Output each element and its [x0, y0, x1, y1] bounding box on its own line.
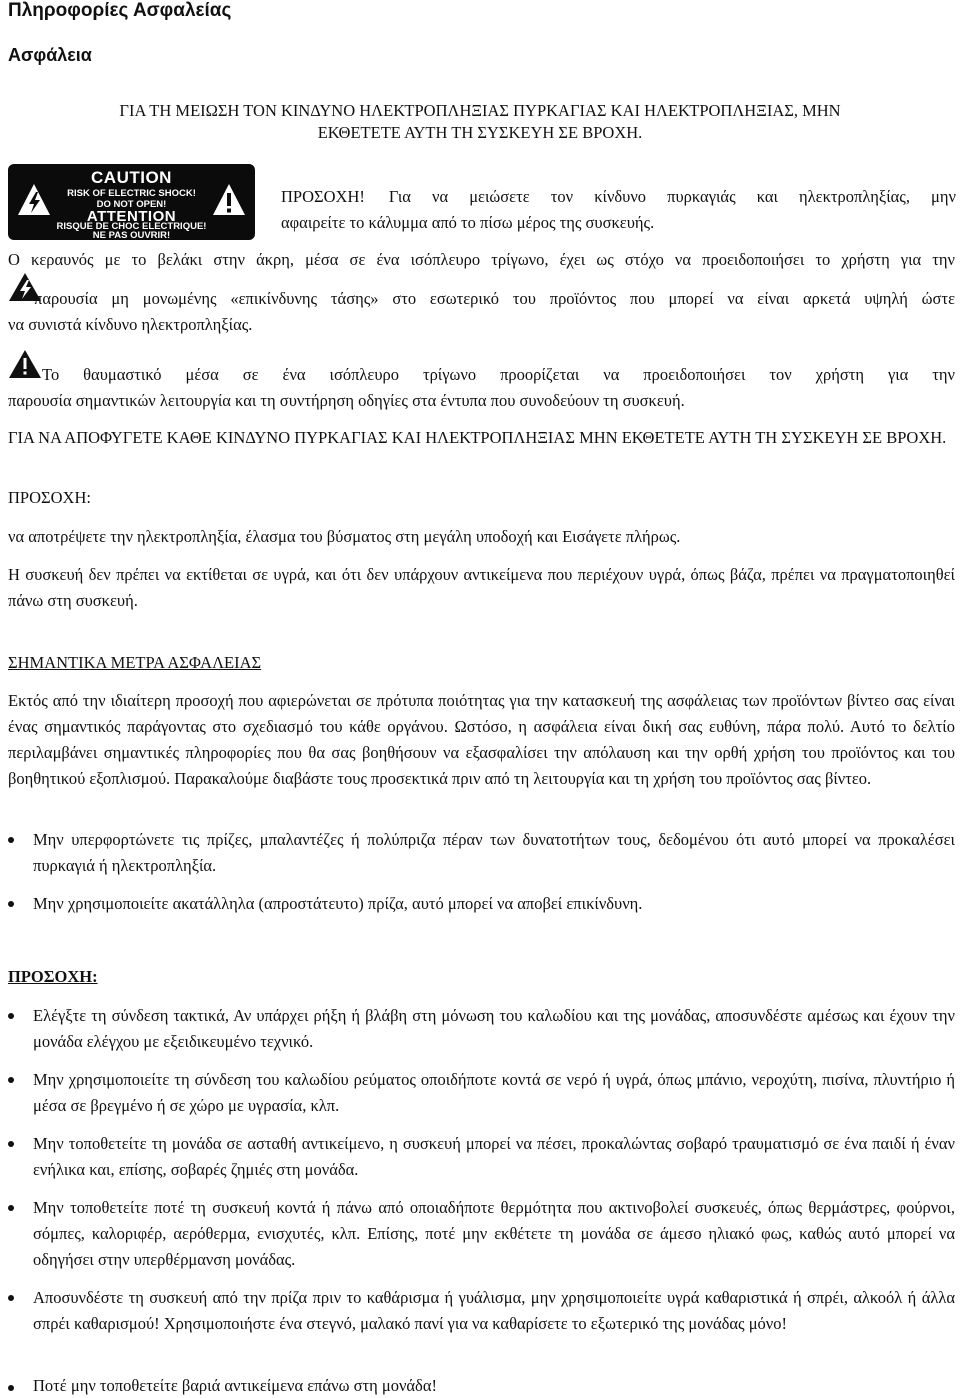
prosoxi-label: ΠΡΟΣΟΧΗ!	[281, 187, 365, 206]
exclamation-triangle-icon	[8, 349, 42, 379]
risk-text: RISK OF ELECTRIC SHOCK!	[67, 188, 196, 199]
bullet-dot	[8, 901, 14, 907]
warning-line-1: ΓΙΑ ΤΗ ΜΕΙΩΣΗ ΤΟΝ ΚΙΝΔΥΝΟ ΗΛΕΚΤΡΟΠΛΗΞΙΑΣ ΠΥΡΚΑΓΙΑΣ ΚΑΙ ΗΛΕΚΤΡΟΠΛΗΞΙΑΣ, ΜΗΝ	[119, 101, 841, 120]
list-item-text: Μην υπερφορτώνετε τις πρίζες, μπαλαντέζες ή πολύπριζα πέραν των δυνατοτήτων τους, δεδομένου ότι αυτό μπορεί να προκαλέσει πυρκαγιά ή ηλεκτροπληξία.	[33, 830, 955, 875]
ne-pas-ouvrir-text: NE PAS OUVRIR!	[92, 230, 171, 241]
exclamation-line-2: παρουσία σημαντικών λειτουργία και τη συντήρηση οδηγίες στα έντυπα που συνοδεύουν τη συσκευή.	[8, 391, 685, 410]
list-item-text: Μην χρησιμοποιείτε ακατάλληλα (απροστάτευτο) πρίζα, αυτό μπορεί να αποβεί επικίνδυνη.	[33, 894, 643, 913]
prosoxi-colon-label: ΠΡΟΣΟΧΗ:	[8, 488, 91, 507]
label-note-row-1	[281, 184, 956, 210]
attention-subtext	[44, 222, 219, 240]
list-item-text: Μην τοποθετείτε τη μονάδα σε ασταθή αντικείμενο, η συσκευή μπορεί να πέσει, προκαλώντας σοβαρό τραυματισμό σε ένα παιδί ή έναν ενήλικα και, επίσης, σοβαρές ζημιές στη μονάδα.	[33, 1134, 955, 1179]
caution-label	[8, 164, 255, 240]
prosoxi-heading: ΠΡΟΣΟΧΗ:	[8, 967, 98, 986]
warning-line-2: ΕΚΘΕΤΕΤΕ ΑΥΤΗ ΤΗ ΣΥΣΚΕΥΗ ΣΕ ΒΡΟΧΗ.	[317, 123, 643, 142]
label-note-line-2: αφαιρείτε το κάλυμμα από το πίσω μέρος της συσκευής.	[281, 213, 655, 232]
page-title: Πληροφορίες Ασφαλείας	[8, 0, 232, 21]
label-note-line-1: Για να μειώσετε τον κίνδυνο πυρκαγιάς και ηλεκτροπληξίας, μην	[388, 187, 956, 206]
lightning-line-1: Ο κεραυνός με το βελάκι στην άκρη, μέσα σε ένα ισόπλευρο τρίγωνο, έχει ως στόχο να προειδοποιήσει το χρήστη για την	[8, 250, 955, 269]
section-subtitle: Ασφάλεια	[8, 45, 92, 65]
list-item	[33, 827, 955, 879]
list-item	[33, 1067, 955, 1119]
list-item-text: Ποτέ μην τοποθετείτε βαριά αντικείμενα επάνω στη μονάδα!	[33, 1376, 437, 1395]
list-item-text: Μην χρησιμοποιείτε τη σύνδεση του καλωδίου ρεύματος οποιδήποτε κοντά σε νερό ή υγρά, όπως μπάνιο, νεροχύτη, πισίνα, πλυντήριο ή μέσα σε βρεγμένο ή σε χώρο με υγρασία, κλπ.	[33, 1070, 955, 1115]
list-item-text: Ελέγξτε τη σύνδεση τακτικά, Αν υπάρχει ρήξη ή βλάβη στη μόνωση του καλωδίου και της μονάδας, αποσυνδέστε αμέσως και έχουν την μονάδα ελέγχου με εξειδικευμένο τεχνικό.	[33, 1006, 955, 1051]
list-item-text: Αποσυνδέστε τη συσκευή από την πρίζα πριν το καθάρισμα ή γυάλισμα, μην χρησιμοποιείτε υγρά καθαριστικά ή σπρέι, αλκοόλ ή άλλα σπρέι καθαρισμού! Χρησιμοποιήστε ένα στεγνό, μαλακό πανί για να καθαρίσετε το εξωτερικό της μονάδας μόνο!	[33, 1288, 955, 1333]
do-not-open-text: DO NOT OPEN!	[96, 199, 167, 210]
bullet-dot	[8, 1205, 14, 1211]
list-item	[33, 1003, 955, 1055]
caution-text: CAUTION	[91, 168, 172, 187]
caution-subtext	[48, 188, 215, 210]
bullet-dot	[8, 1295, 14, 1301]
liquids-paragraph: Η συσκευή δεν πρέπει να εκτίθεται σε υγρά, και ότι δεν υπάρχουν αντικείμενα που περιέχουν υγρά, όπως βάζα, πρέπει να πραγματοποιηθεί πάνω στη συσκευή.	[8, 565, 955, 610]
bullet-dot	[8, 837, 14, 843]
lightning-warning-icon	[16, 182, 52, 218]
list-item-text: Μην τοποθετείτε ποτέ τη συσκευή κοντά ή πάνω από οποιαδήποτε θερμότητα που ακτινοβολεί συσκευές, όπως θερμάστρες, φούρνοι, σόμπες, καλοριφέρ, αερόθερμα, ενισχυτές, κλπ. Επίσης, ποτέ μην εκθέτετε τη μονάδα σε άμεσο ηλιακό φως, καθώς αυτό μπορεί να οδηγήσει στην υπερθέρμανση μονάδας.	[33, 1198, 955, 1269]
intro-paragraph: Εκτός από την ιδιαίτερη προσοχή που αφιερώνεται σε πρότυπα ποιότητας για την κατασκευή της ασφάλειας των προϊόντων βίντεο σας είναι ένας σημαντικός παράγοντας στο σχεδιασμό του κάθε οργάνου. Ωστόσο, η ασφάλεια είναι δική σας ευθύνη, πάρα πολύ. Αυτό το δελτίο περιλαμβάνει σημαντικές πληροφορίες που θα σας βοηθήσουν να εξασφαλίσει την απόλαυση και την ορθή χρήση του προϊόντος και του βοηθητικού εξοπλισμού. Παρακαλούμε διαβάστε τους προσεκτικά πριν από τη λειτουργία και τη χρήση του προϊόντος σας βίντεο.	[8, 691, 955, 788]
attention-text: ATTENTION	[86, 208, 177, 225]
important-measures-heading: ΣΗΜΑΝΤΙΚΑ ΜΕΤΡΑ ΑΣΦΑΛΕΙΑΣ	[8, 653, 262, 672]
lightning-line-3: να συνιστά κίνδυνο ηλεκτροπληξίας.	[8, 315, 253, 334]
label-note	[281, 184, 956, 236]
risque-text: RISQUE DE CHOC ELECTRIQUE!	[56, 221, 207, 232]
list-item	[33, 891, 955, 917]
exclamation-line-1: Το θαυμαστικό μέσα σε ένα ισόπλευρο τρίγωνο προορίζεται να προειδοποιήσει τον χρήστη για την	[42, 365, 955, 384]
bullet-dot	[8, 1141, 14, 1147]
list-item	[33, 1375, 955, 1397]
list-item	[33, 1131, 955, 1183]
plug-paragraph: να αποτρέψετε την ηλεκτροπληξία, έλασμα του βύσματος στη μεγάλη υποδοχή και Εισάγετε πλήρως.	[8, 527, 681, 546]
lightning-line-2: παρουσία μη μονωμένης «επικίνδυνης τάσης» στο εσωτερικό του προϊόντος που μπορεί να είναι αρκετά υψηλή ώστε	[34, 289, 955, 308]
list-item	[33, 1195, 955, 1273]
bullet-dot	[8, 1385, 14, 1391]
bullet-dot	[8, 1077, 14, 1083]
bullet-dot	[8, 1013, 14, 1019]
avoid-risk-paragraph: ΓΙΑ ΝΑ ΑΠΟΦΥΓΕΤΕ ΚΑΘΕ ΚΙΝΔΥΝΟ ΠΥΡΚΑΓΙΑΣ ΚΑΙ ΗΛΕΚΤΡΟΠΛΗΞΙΑΣ ΜΗΝ ΕΚΘΕΤΕΤΕ ΑΥΤΗ ΤΗ ΣΥΣΚΕΥΗ ΣΕ ΒΡΟΧΗ.	[8, 428, 947, 447]
exclamation-warning-icon	[211, 182, 247, 218]
list-item	[33, 1285, 955, 1337]
